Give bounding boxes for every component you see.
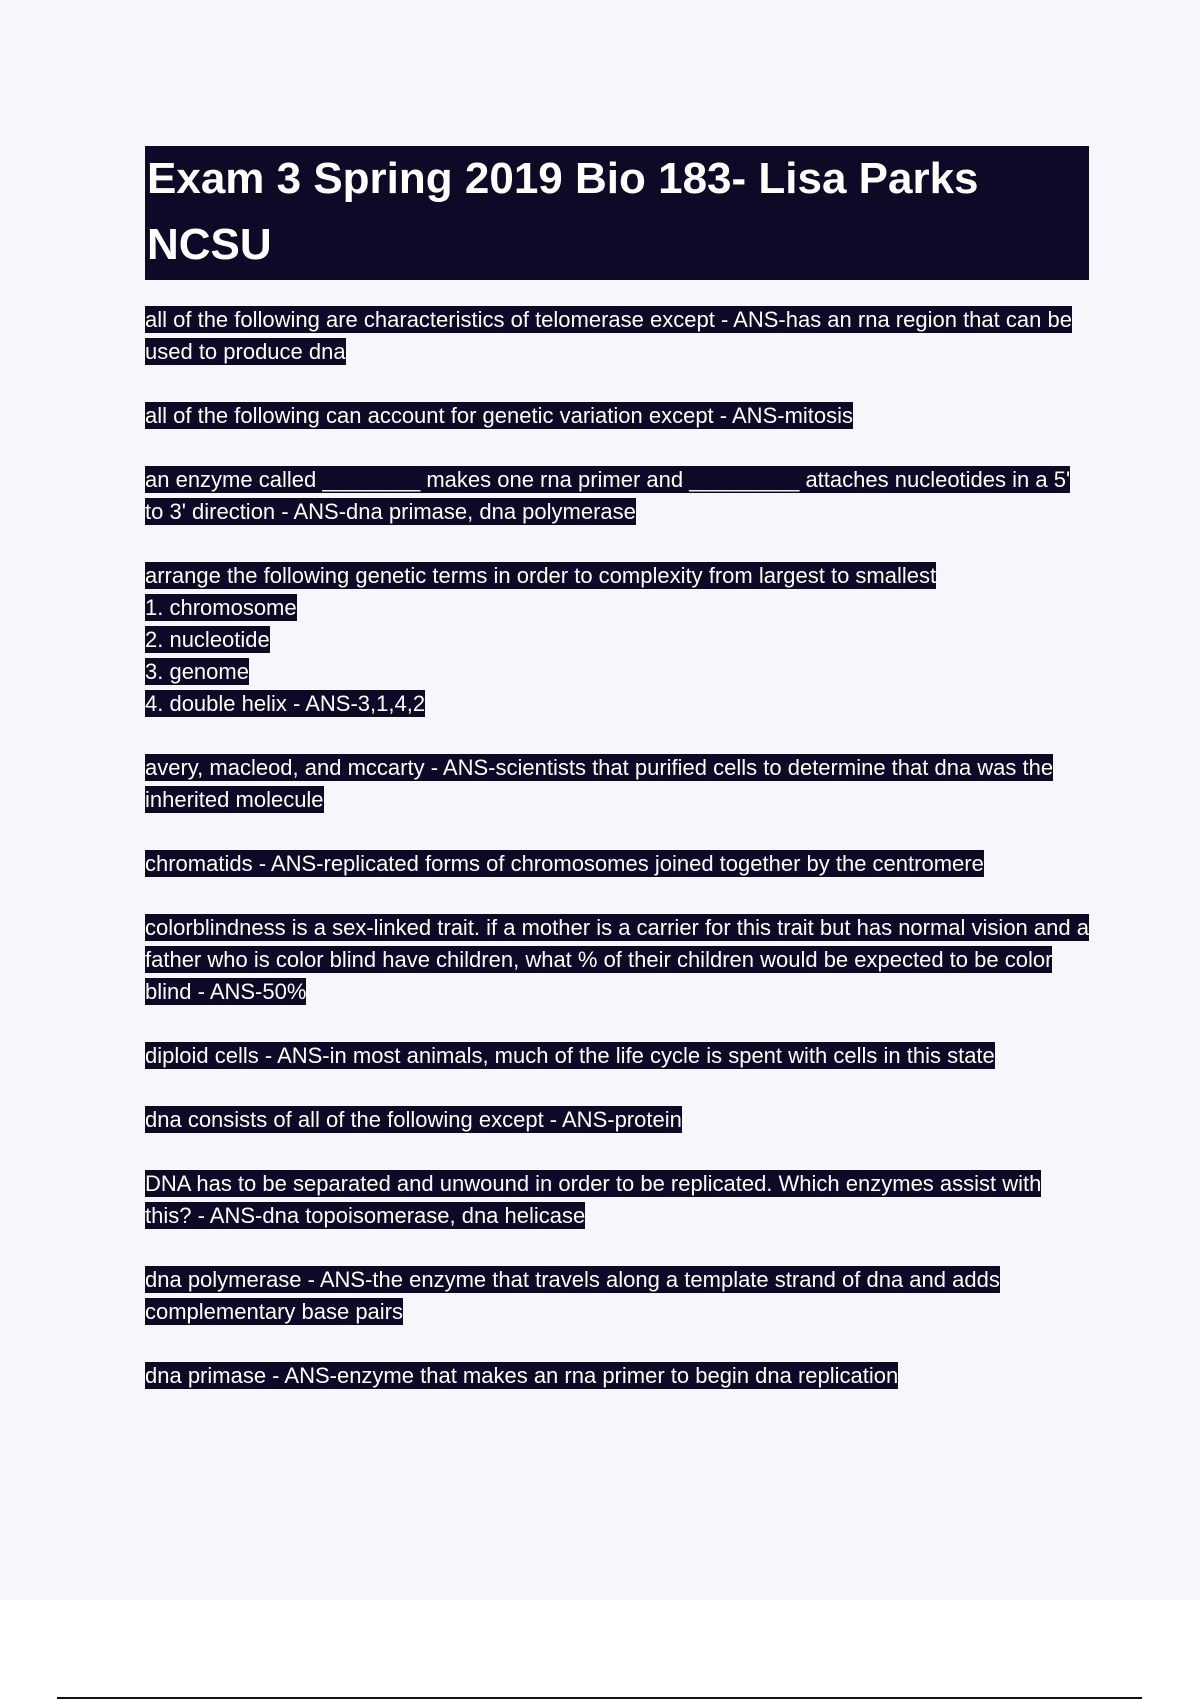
qa-text: avery, macleod, and mccarty - ANS-scientists that purified cells to determine that dna was the inherited molecule (145, 755, 1054, 812)
qa-text: DNA has to be separated and unwound in order to be replicated. Which enzymes assist with this? - ANS-dna topoisomerase, dna helicase (145, 1171, 1042, 1228)
qa-item-10 (145, 1168, 1089, 1232)
qa-text: dna primase - ANS-enzyme that makes an rna primer to begin dna replication (145, 1363, 899, 1388)
qa-option-text: 3. genome (145, 659, 249, 684)
qa-line (145, 560, 1089, 592)
qa-item-2 (145, 400, 1089, 432)
qa-text: colorblindness is a sex-linked trait. if a mother is a carrier for this trait but has normal vision and a father who is color blind have children, what % of their children would be expected to be color blind - ANS-50% (145, 915, 1089, 1004)
qa-option-text: 4. double helix - ANS-3,1,4,2 (145, 691, 426, 716)
document-title: Exam 3 Spring 2019 Bio 183- Lisa Parks NCSU (145, 146, 1089, 280)
qa-line (145, 688, 1089, 720)
qa-item-5 (145, 752, 1089, 816)
qa-item-1 (145, 304, 1089, 368)
qa-line (145, 656, 1089, 688)
qa-item-4 (145, 560, 1089, 720)
qa-line (145, 624, 1089, 656)
qa-item-6 (145, 848, 1089, 880)
qa-line (145, 592, 1089, 624)
qa-text: dna consists of all of the following except - ANS-protein (145, 1107, 682, 1132)
qa-list (145, 304, 1089, 1392)
qa-item-8 (145, 1040, 1089, 1072)
qa-option-text: 1. chromosome (145, 595, 297, 620)
qa-text: dna polymerase - ANS-the enzyme that travels along a template strand of dna and adds complementary base pairs (145, 1267, 1000, 1324)
qa-item-12 (145, 1360, 1089, 1392)
qa-item-11 (145, 1264, 1089, 1328)
qa-text: chromatids - ANS-replicated forms of chromosomes joined together by the centromere (145, 851, 984, 876)
qa-item-7 (145, 912, 1089, 1008)
footer-divider (57, 1697, 1142, 1699)
qa-text: diploid cells - ANS-in most animals, much of the life cycle is spent with cells in this state (145, 1043, 995, 1068)
qa-item-3 (145, 464, 1089, 528)
qa-question-text: arrange the following genetic terms in order to complexity from largest to smallest (145, 563, 937, 588)
qa-text: an enzyme called ________ makes one rna primer and _________ attaches nucleotides in a 5' to 3' direction - ANS-dna primase, dna polymerase (145, 467, 1071, 524)
qa-text: all of the following are characteristics of telomerase except - ANS-has an rna region that can be used to produce dna (145, 307, 1072, 364)
qa-text: all of the following can account for genetic variation except - ANS-mitosis (145, 403, 854, 428)
qa-option-text: 2. nucleotide (145, 627, 270, 652)
qa-item-9 (145, 1104, 1089, 1136)
document-content (145, 146, 1089, 1424)
